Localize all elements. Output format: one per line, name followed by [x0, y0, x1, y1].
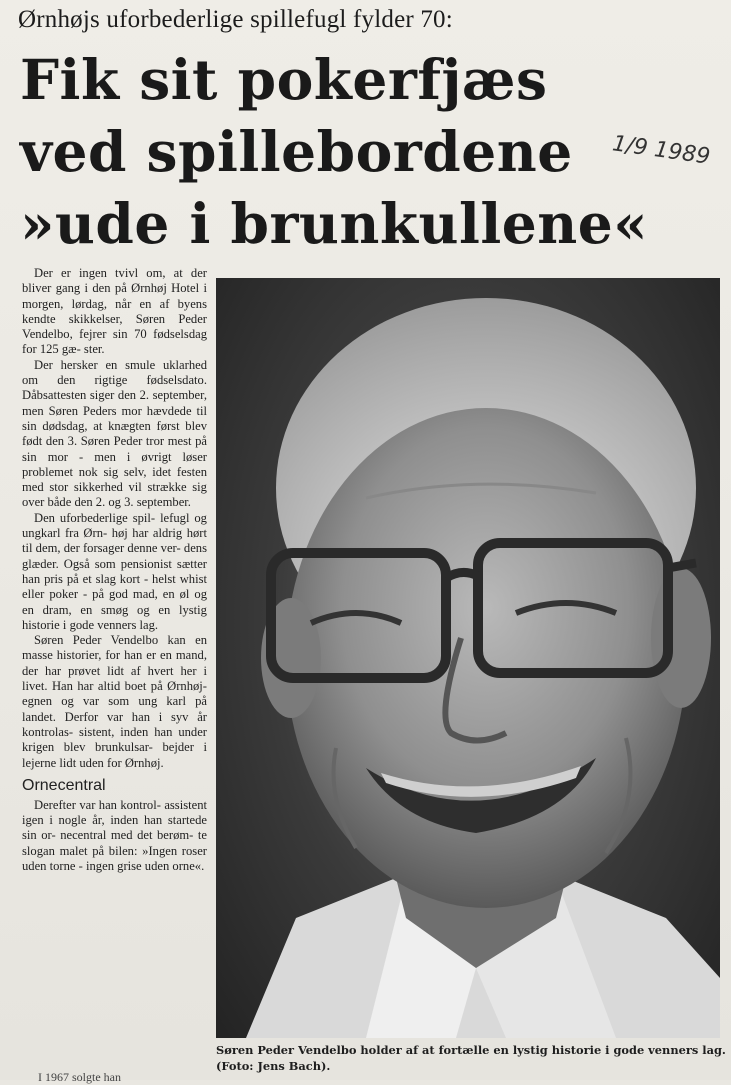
- text-line: krigen blev brunkulsar-: [22, 740, 153, 755]
- paragraphs-after: [22, 798, 207, 874]
- text-line: Der er ingen tvivl om, at: [34, 266, 183, 280]
- headline-line: Fik sit pokerfjæs: [20, 47, 548, 112]
- text-line: Ørnhøj Hotel i morgen,: [22, 281, 207, 311]
- text-line: sistent, inden han under: [79, 724, 207, 739]
- text-line: Den uforbederlige spil-: [34, 510, 156, 525]
- text-line: ung karl på landet. Derfor: [22, 694, 207, 724]
- paragraph: [22, 358, 207, 511]
- text-line: høj har aldrig hørt til dem,: [22, 526, 207, 556]
- text-line: kan en masse historier, for: [22, 633, 207, 663]
- paragraph: [22, 633, 207, 771]
- text-line: lefugl og ungkarl fra Ørn-: [22, 510, 207, 541]
- text-line: ingen grise uden orne«.: [86, 858, 205, 873]
- text-line: mest på sin mor - men i: [22, 434, 207, 464]
- text-line: necentral med det berøm-: [60, 828, 194, 843]
- ear-right: [651, 568, 711, 708]
- text-line: kendte skikkelser, Søren: [22, 311, 166, 326]
- text-line: siger den 2. september,: [89, 388, 207, 403]
- text-line: »Ingen roser uden torne -: [22, 843, 207, 873]
- text-line: men Søren Peders mor: [22, 403, 142, 418]
- cutoff-text: I 1967 solgte han: [38, 1070, 121, 1084]
- portrait-photo: [216, 278, 720, 1038]
- caption-credit: (Foto: Jens Bach).: [216, 1059, 331, 1073]
- text-line: for Ørnhøj.: [107, 755, 164, 770]
- kicker: Ørnhøjs uforbederlige spillefugl fylder 70:: [18, 6, 453, 33]
- headline-line: ved spillebordene: [20, 119, 573, 184]
- text-line: lørdag, når en af byens: [71, 296, 207, 311]
- text-line: var han i syv år kontrolas-: [22, 709, 207, 739]
- text-line: en øl og en dram, en smøg: [22, 587, 207, 617]
- text-line: sig over både den 2. og 3.: [22, 480, 207, 510]
- text-line: 70 fødselsdag for 125 gæ-: [22, 327, 207, 357]
- text-line: inden han startede sin or-: [22, 813, 207, 843]
- text-line: prøvet lidt af hvert her i: [68, 663, 207, 678]
- text-line: venners lag.: [97, 617, 159, 632]
- text-line: at knægten først blev født: [22, 418, 207, 449]
- text-line: eller poker - på god mad,: [22, 587, 158, 602]
- text-line: der forsager denne ver-: [63, 541, 181, 556]
- text-line: uklarhed om den rigtige: [22, 357, 207, 388]
- text-line: på et slag kort - helst whist: [66, 571, 207, 586]
- article-body: [22, 266, 207, 874]
- text-line: Derefter var han kontrol-: [34, 797, 161, 812]
- headline: [20, 44, 710, 260]
- text-line: sig selv, idet festen med: [22, 464, 207, 495]
- text-line: den 3. Søren Peder tror: [45, 434, 165, 449]
- text-line: assistent igen i nogle år,: [22, 797, 207, 828]
- handwritten-date: 1/9 1989: [610, 131, 712, 170]
- text-line: ster.: [83, 342, 105, 357]
- portrait-illustration: [216, 278, 720, 1038]
- photo-caption: [216, 1042, 728, 1074]
- paragraph: [22, 511, 207, 633]
- text-line: Ørnhøj-egnen og var som: [22, 679, 207, 709]
- headline-line: »ude i brunkullene«: [20, 191, 649, 256]
- text-line: øvrigt løser problemet nok: [22, 449, 207, 479]
- text-line: pensionist sætter han pris: [22, 556, 207, 586]
- text-line: stor sikkerhed vil strække: [49, 480, 187, 495]
- paragraph: [22, 266, 207, 358]
- paragraphs-main: [22, 266, 207, 771]
- text-line: Søren Peder Vendelbo: [34, 633, 159, 648]
- text-line: Der hersker en smule: [34, 357, 156, 372]
- text-line: dens glæder. Også som: [22, 541, 207, 571]
- text-line: hævdede til sin dødsdag,: [22, 403, 208, 433]
- text-line: september.: [136, 495, 191, 510]
- text-line: Peder Vendelbo, fejrer sin: [22, 311, 207, 342]
- text-line: og en lystig historie i gode: [22, 602, 207, 632]
- paragraph: [22, 798, 207, 874]
- text-line: han er en mand, der har: [22, 648, 208, 678]
- subheading: Ornecentral: [22, 776, 106, 794]
- text-line: livet. Han har altid boet på: [22, 679, 163, 694]
- text-line: bejder i lejerne lidt uden: [22, 740, 207, 770]
- text-line: te slogan malet på bilen:: [22, 828, 207, 858]
- text-line: fødselsdato. Dåbsattesten: [22, 373, 207, 403]
- caption-line: Søren Peder Vendelbo holder af at fortælle en lystig historie i gode venners lag.: [216, 1043, 726, 1057]
- glasses-temple: [668, 563, 696, 568]
- text-line: der bliver gang i den på: [22, 266, 207, 296]
